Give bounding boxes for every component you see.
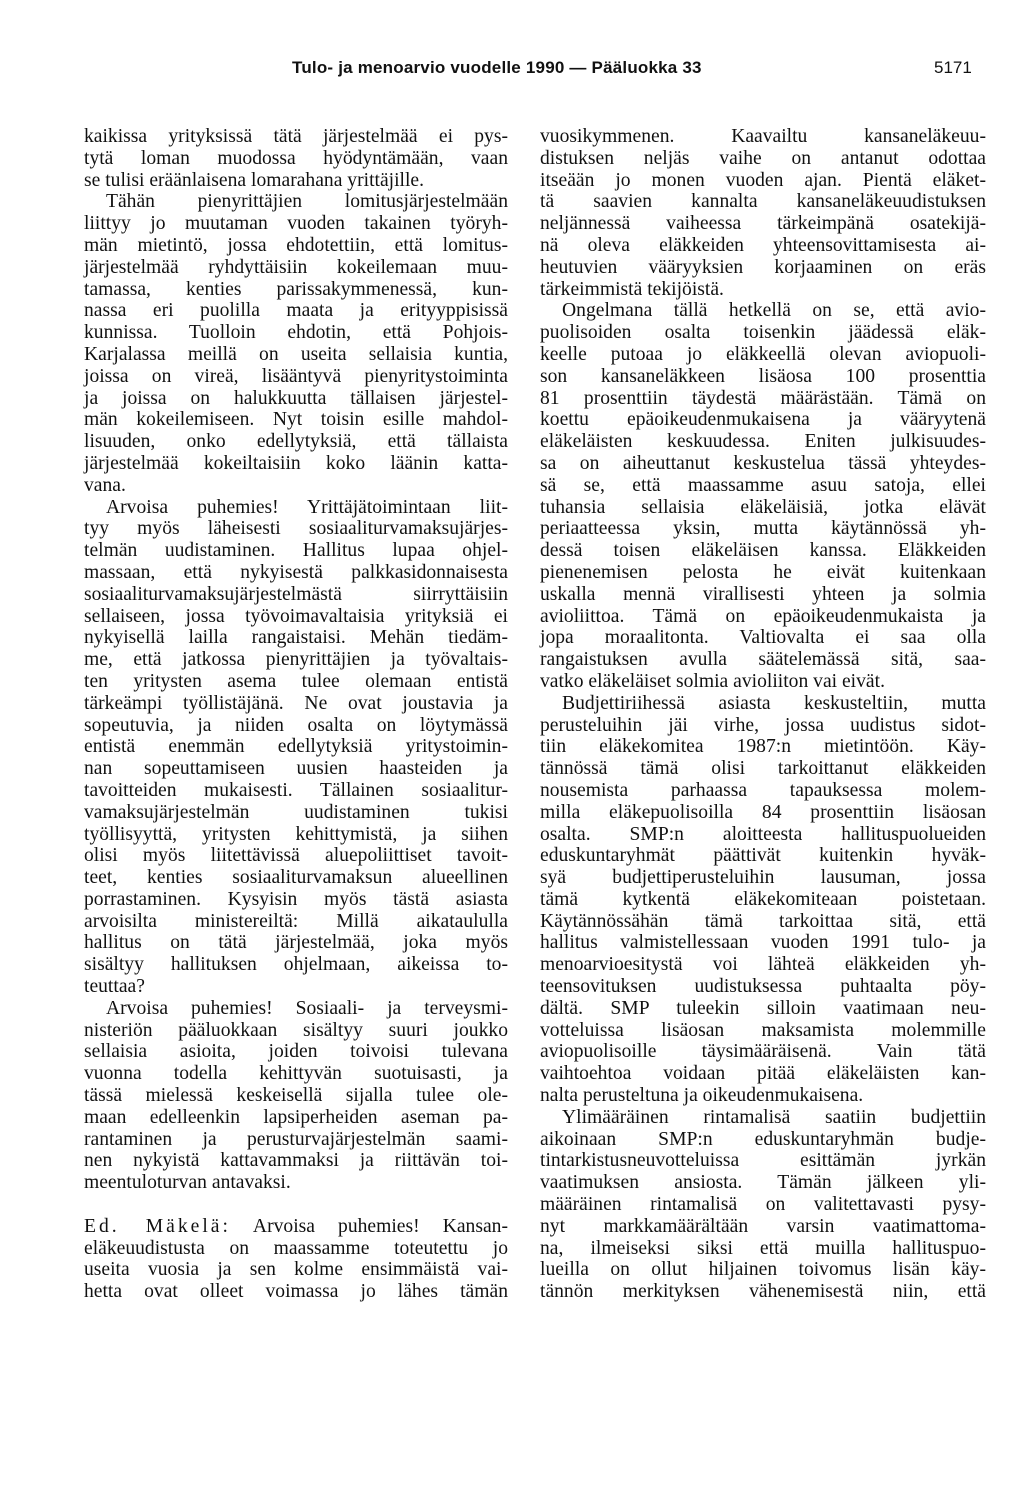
text-line: sa on aiheuttanut keskustelua tässä yhteydes- bbox=[540, 452, 986, 474]
text-line: entistä enemmän edellytyksiä yritystoimin- bbox=[84, 736, 508, 758]
text-line: tiin eläkekomitea 1987:n mietintöön. Käy- bbox=[540, 736, 986, 758]
text-line: joissa on vireä, lisääntyvä pienyritystoiminta bbox=[84, 365, 508, 387]
text-line: tavoitteiden mukaisesti. Tällainen sosiaalitur- bbox=[84, 779, 508, 801]
text-line: määräinen rintamalisä on valitettavasti pysy- bbox=[540, 1194, 986, 1216]
text-line: eduskuntaryhmät päättivät kuitenkin hyväk- bbox=[540, 845, 986, 867]
text-line: nassa eri puolilla maata ja erityyppisissä bbox=[84, 300, 508, 322]
left-text-column bbox=[84, 126, 508, 1303]
text-line: tämä kytkentä eläkekomiteaan poistetaan. bbox=[540, 888, 986, 910]
paragraph-gap bbox=[84, 1194, 508, 1216]
speech-text: Arvoisa puhemies! Kansan- bbox=[230, 1215, 508, 1237]
text-line: sellaisia asioita, joiden toivoisi tulevana bbox=[84, 1041, 508, 1063]
text-line: me, että jatkossa pienyrittäjien ja työvaltais- bbox=[84, 649, 508, 671]
text-line: porrastaminen. Kysyisin myös tästä asiasta bbox=[84, 888, 508, 910]
text-line: nan sopeuttamiseen uusien haasteiden ja bbox=[84, 758, 508, 780]
text-line: keelle putoaa jo eläkkeellä olevan aviopuoli- bbox=[540, 343, 986, 365]
text-line: osalta. SMP:n aloitteesta hallituspuolueiden bbox=[540, 823, 986, 845]
text-line: sä se, että maassamme asuu satoja, ellei bbox=[540, 474, 986, 496]
text-line: sisältyy hallituksen ohjelmaan, aikeissa to- bbox=[84, 954, 508, 976]
text-line: järjestelmää ryhdyttäisiin kokeilemaan muu- bbox=[84, 256, 508, 278]
text-line: maan edelleenkin lapsiperheiden aseman pa- bbox=[84, 1106, 508, 1128]
text-line: vuosikymmenen. Kaavailtu kansaneläkeuu- bbox=[540, 126, 986, 147]
text-line: votteluissa lisäosan maksamista molemmille bbox=[540, 1019, 986, 1041]
text-line: män mietintö, jossa ehdotettiin, että lomitus- bbox=[84, 234, 508, 256]
text-line: puolisoiden osalta toisenkin jäädessä eläk- bbox=[540, 322, 986, 344]
text-line: teet, kenties sosiaaliturvamaksun alueellinen bbox=[84, 867, 508, 889]
text-line: eläkeuudistusta on maassamme toteutettu jo bbox=[84, 1237, 508, 1259]
text-line: avioliittoa. Tämä on epäoikeudenmukaista ja bbox=[540, 605, 986, 627]
text-line: sosiaaliturvamaksujärjestelmästä siirryttäisiin bbox=[84, 583, 508, 605]
text-line: eläkeläisten keskuudessa. Eniten julkisuudes- bbox=[540, 431, 986, 453]
text-line: useita vuosia ja sen kolme ensimmäistä vai- bbox=[84, 1259, 508, 1281]
text-line: vana. bbox=[84, 474, 126, 496]
text-line: ja joissa on halukkuutta tällaisen järjestel- bbox=[84, 387, 508, 409]
text-line: teuttaa? bbox=[84, 976, 145, 998]
text-line: meentuloturvan antavaksi. bbox=[84, 1172, 291, 1194]
text-line: tärkeämpi työllistäjänä. Ne ovat joustavia ja bbox=[84, 692, 508, 714]
text-line: nen nykyistä kattavammaksi ja riittävän toi- bbox=[84, 1150, 508, 1172]
text-line: tintarkistusneuvotteluissa esittämän jyrkän bbox=[540, 1150, 986, 1172]
text-line: vuonna todella kehittyvän suotuisasti, ja bbox=[84, 1063, 508, 1085]
text-line: kunnissa. Tuolloin ehdotin, että Pohjois- bbox=[84, 322, 508, 344]
text-line: periaatteessa yksin, mutta käytännössä yh- bbox=[540, 518, 986, 540]
text-line: hetta ovat olleet voimassa jo lähes tämän bbox=[84, 1281, 508, 1303]
text-line: uskalla mennä virallisesti yhteen ja solmia bbox=[540, 583, 986, 605]
text-line: hallitus on tätä järjestelmää, joka myös bbox=[84, 932, 508, 954]
text-line: liittyy jo muutaman vuoden takainen työryh- bbox=[84, 213, 508, 235]
text-line: Arvoisa puhemies! Yrittäjätoimintaan liit- bbox=[106, 496, 508, 518]
text-line: Arvoisa puhemies! Sosiaali- ja terveysmi- bbox=[106, 997, 508, 1019]
text-line: distuksen neljäs vaihe on antanut odottaa bbox=[540, 147, 986, 169]
text-line: vaatimuksen ansiosta. Tämän jälkeen yli- bbox=[540, 1172, 986, 1194]
text-line: tärkeimmistä tekijöistä. bbox=[540, 278, 724, 300]
text-line: aviopuolisoille täysimääräisenä. Vain tätä bbox=[540, 1041, 986, 1063]
text-line: vatko eläkeläiset solmia avioliiton vai eivät. bbox=[540, 670, 885, 692]
text-line: Tähän pienyrittäjien lomitusjärjestelmään bbox=[106, 191, 508, 213]
text-line: Ongelmana tällä hetkellä on se, että avio- bbox=[562, 300, 986, 322]
text-line: nousemista parhaassa tapauksessa molem- bbox=[540, 779, 986, 801]
text-line: tyy myös läheisesti sosiaaliturvamaksujärjes- bbox=[84, 518, 508, 540]
text-line: kaikissa yrityksissä tätä järjestelmää ei pys- bbox=[84, 126, 508, 147]
text-line: rangaistuksen avulla säätelemässä sitä, saa- bbox=[540, 649, 986, 671]
text-line: hallitus valmistellessaan vuoden 1991 tulo- ja bbox=[540, 932, 986, 954]
text-line: milla eläkepuolisoilla 84 prosenttiin lisäosan bbox=[540, 801, 986, 823]
speaker-name: Ed. Mäkelä: bbox=[84, 1215, 231, 1237]
text-line: järjestelmää kokeiltaisiin koko läänin katta- bbox=[84, 452, 508, 474]
text-line: Ylimääräinen rintamalisä saatiin budjettiin bbox=[562, 1106, 986, 1128]
text-line: perusteluihin jäi virhe, jossa uudistus sidot- bbox=[540, 714, 986, 736]
text-line: dessä toisen eläkeläisen kanssa. Eläkkeiden bbox=[540, 540, 986, 562]
text-line: tuhansia sellaisia eläkeläisiä, jotka elävät bbox=[540, 496, 986, 518]
text-line: 81 prosenttiin täydestä määrästään. Tämä on bbox=[540, 387, 986, 409]
text-line: neljännessä vaiheessa tärkeimpänä osatekijä- bbox=[540, 213, 986, 235]
text-line: lisuuden, onko edellytyksiä, että tällaista bbox=[84, 431, 508, 453]
text-line: tässä mielessä keskeisellä sijalla tulee ole- bbox=[84, 1085, 508, 1107]
text-line: vaihtoehtoa voidaan pitää eläkeläisten kan- bbox=[540, 1063, 986, 1085]
text-line: tä saavien kannalta kansaneläkeuudistuksen bbox=[540, 191, 986, 213]
text-line: heutuvien vääryyksien korjaaminen on eräs bbox=[540, 256, 986, 278]
text-line: teensovituksen uudistuksessa puhtaalta pöy- bbox=[540, 976, 986, 998]
text-line: rantaminen ja perusturvajärjestelmän saami- bbox=[84, 1128, 508, 1150]
text-line: tamassa, kenties parissakymmenessä, kun- bbox=[84, 278, 508, 300]
page-number: 5171 bbox=[934, 58, 972, 77]
text-line: lueilla on ollut hiljainen toivomus lisän käy- bbox=[540, 1259, 986, 1281]
text-line: Karjalassa meillä on useita sellaisia kuntia, bbox=[84, 343, 508, 365]
text-line: sellaiseen, jossa työvoimavaltaisia yrityksiä ei bbox=[84, 605, 508, 627]
text-line: tännön merkityksen vähenemisestä niin, että bbox=[540, 1281, 986, 1303]
right-text-column bbox=[540, 126, 986, 1303]
text-line: män kokeilemiseen. Nyt toisin esille mahdol- bbox=[84, 409, 508, 431]
text-line: olisi myös liitettävissä aluepoliittiset tavoit- bbox=[84, 845, 508, 867]
text-line: jopa moraalitonta. Valtiovalta ei saa olla bbox=[540, 627, 986, 649]
text-line: sopeutuvia, ja niiden osalta on löytymässä bbox=[84, 714, 508, 736]
text-line: nalta perusteltuna ja oikeudenmukaisena. bbox=[540, 1085, 864, 1107]
text-line: tytä loman muodossa hyödyntämään, vaan bbox=[84, 147, 508, 169]
text-line bbox=[84, 1216, 508, 1238]
text-line: telmän uudistaminen. Hallitus lupaa ohjel- bbox=[84, 540, 508, 562]
text-line: tännössä tämä olisi tarkoittanut eläkkeiden bbox=[540, 758, 986, 780]
running-header-title: Tulo- ja menoarvio vuodelle 1990 — Pääluokka 33 bbox=[292, 58, 702, 77]
text-line: aikoinaan SMP:n eduskuntaryhmän budje- bbox=[540, 1128, 986, 1150]
text-line: dältä. SMP tuleekin silloin vaatimaan neu- bbox=[540, 997, 986, 1019]
text-line: pienenemisen pelosta he eivät kuitenkaan bbox=[540, 561, 986, 583]
text-line: ten yritysten asema tulee olemaan entistä bbox=[84, 670, 508, 692]
text-line: syä budjettiperusteluihin lausuman, jossa bbox=[540, 867, 986, 889]
text-line: massaan, että nykyisestä palkkasidonnaisesta bbox=[84, 561, 508, 583]
text-line: nyt markkamäärältään varsin vaatimattoma- bbox=[540, 1215, 986, 1237]
text-line: Budjettiriihessä asiasta keskusteltiin, mutta bbox=[562, 692, 986, 714]
text-line: koettu epäoikeudenmukaisena ja vääryytenä bbox=[540, 409, 986, 431]
text-line: na, ilmeiseksi siksi että muilla hallituspuo- bbox=[540, 1237, 986, 1259]
text-line: son kansaneläkkeen lisäosa 100 prosenttia bbox=[540, 365, 986, 387]
text-line: Käytännössähän tämä tarkoittaa sitä, että bbox=[540, 910, 986, 932]
text-line: työllisyyttä, yritysten kehittymistä, ja siihen bbox=[84, 823, 508, 845]
text-line: menoarvioesitystä voi lähteä eläkkeiden yh- bbox=[540, 954, 986, 976]
text-line: se tulisi eräänlaisena lomarahana yrittäjille. bbox=[84, 169, 425, 191]
text-line: nisteriön pääluokkaan sisältyy suuri joukko bbox=[84, 1019, 508, 1041]
text-line: itseään jo monen vuoden ajan. Pientä eläket- bbox=[540, 169, 986, 191]
text-line: nä oleva eläkkeiden yhteensovittamisesta ai- bbox=[540, 234, 986, 256]
text-line: nykyisellä lailla rangaistaisi. Mehän tiedäm- bbox=[84, 627, 508, 649]
text-line: arvoisilta ministereiltä: Millä aikataululla bbox=[84, 910, 508, 932]
text-line: vamaksujärjestelmän uudistaminen tukisi bbox=[84, 801, 508, 823]
